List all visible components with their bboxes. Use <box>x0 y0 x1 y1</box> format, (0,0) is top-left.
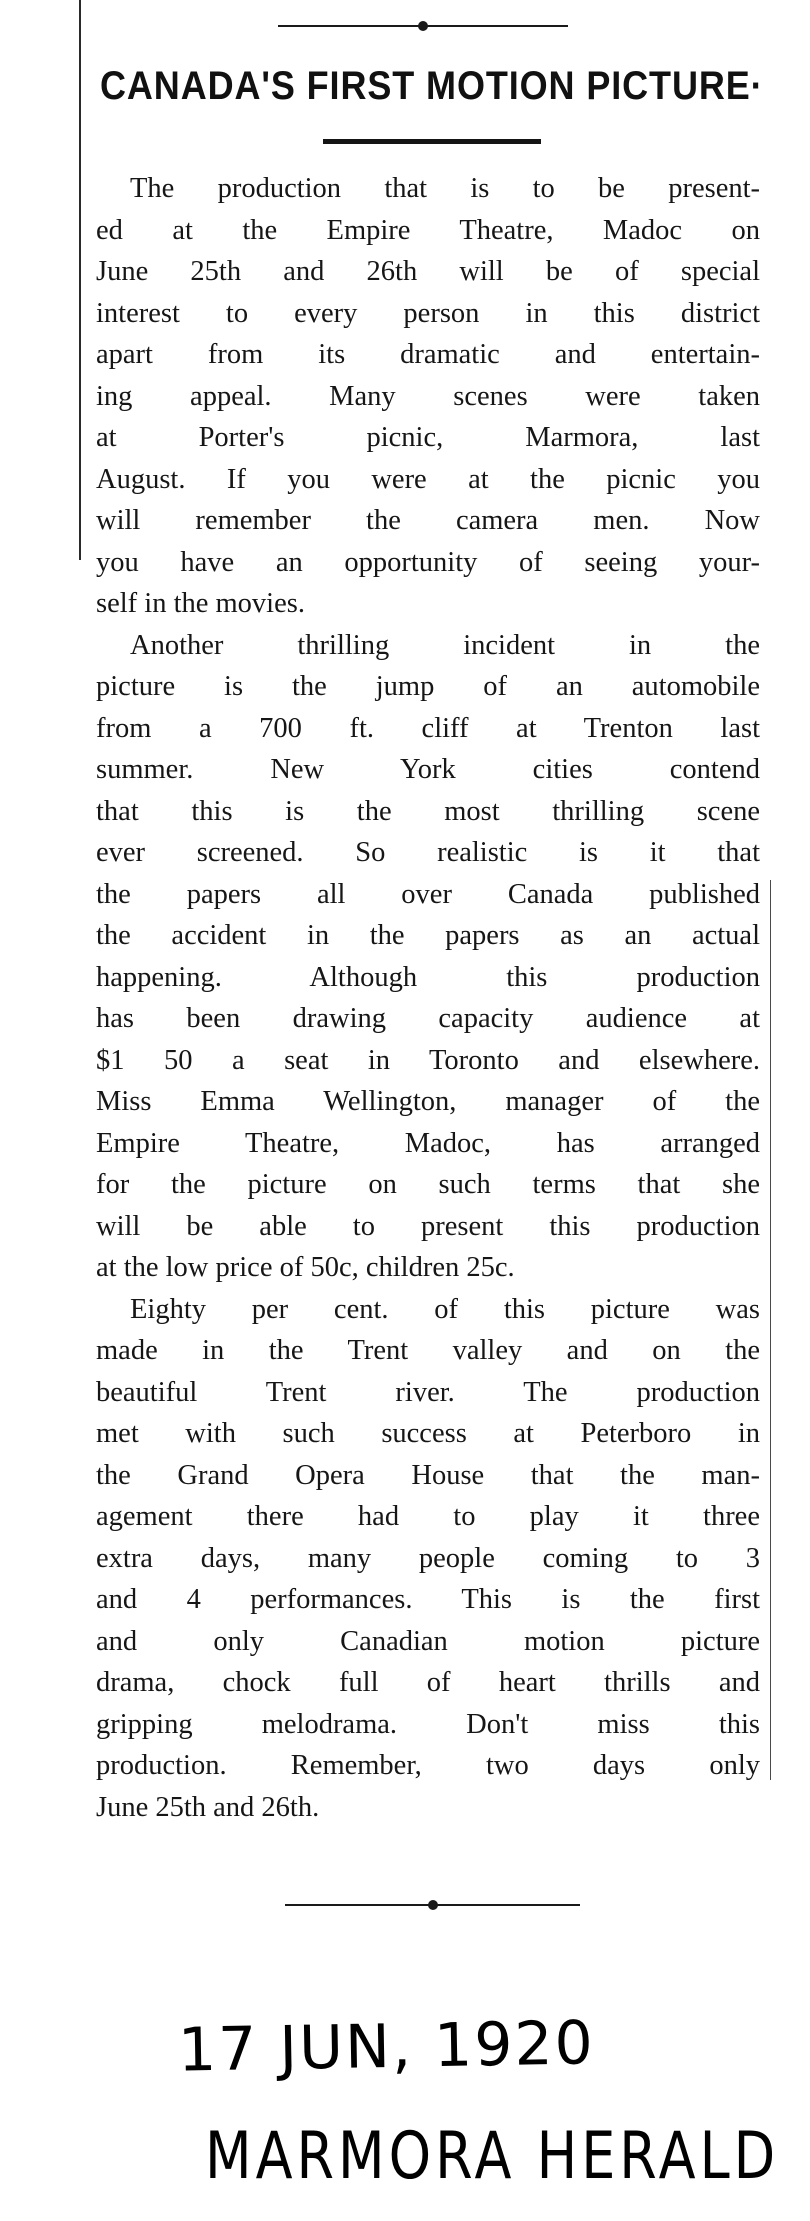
column-rule-left <box>79 0 81 560</box>
handwritten-date: 17 JUN, 1920 <box>177 2008 596 2086</box>
text-line: ed at the Empire Theatre, Madoc on <box>96 214 760 246</box>
text-line: the accident in the papers as an actual <box>96 920 760 951</box>
text-line: met with such success at Peterboro in <box>96 1418 760 1449</box>
text-line: interest to every person in this district <box>96 297 760 329</box>
headline-underline-rule <box>323 139 541 144</box>
text-line: summer. New York cities contend <box>96 754 760 785</box>
article-body <box>96 168 760 1828</box>
text-line: picture is the jump of an automobile <box>96 671 760 702</box>
bottom-ornament-rule <box>285 1904 580 1906</box>
text-line: made in the Trent valley and on the <box>96 1335 760 1366</box>
text-line: $1 50 a seat in Toronto and elsewhere. <box>96 1044 760 1076</box>
text-line: Eighty per cent. of this picture was <box>130 1293 760 1325</box>
article-paragraph <box>96 168 760 625</box>
text-line: ever screened. So realistic is it that <box>96 837 760 868</box>
text-line: from a 700 ft. cliff at Trenton last <box>96 712 760 744</box>
text-line: agement there had to play it three <box>96 1501 760 1532</box>
text-line: Another thrilling incident in the <box>130 629 760 661</box>
text-line: will remember the camera men. Now <box>96 505 760 536</box>
article-headline: CANADA'S FIRST MOTION PICTURE· <box>100 64 764 108</box>
text-line: ing appeal. Many scenes were taken <box>96 380 760 412</box>
text-line: Empire Theatre, Madoc, has arranged <box>96 1127 760 1159</box>
text-line: August. If you were at the picnic you <box>96 463 760 495</box>
text-line: production. Remember, two days only <box>96 1750 760 1781</box>
text-line: and only Canadian motion picture <box>96 1625 760 1657</box>
top-ornament-rule <box>278 25 568 27</box>
text-line: for the picture on such terms that she <box>96 1169 760 1200</box>
text-line: apart from its dramatic and entertain- <box>96 339 760 370</box>
text-line: at Porter's picnic, Marmora, last <box>96 422 760 453</box>
text-line: Miss Emma Wellington, manager of the <box>96 1086 760 1117</box>
text-line: will be able to present this production <box>96 1210 760 1242</box>
text-line: has been drawing capacity audience at <box>96 1003 760 1034</box>
text-line: the papers all over Canada published <box>96 878 760 910</box>
article-paragraph <box>96 625 760 1289</box>
text-line: you have an opportunity of seeing your- <box>96 546 760 578</box>
column-rule-right <box>770 880 771 1780</box>
text-line: that this is the most thrilling scene <box>96 795 760 827</box>
text-line: June 25th and 26th will be of special <box>96 256 760 287</box>
text-line: at the low price of 50c, children 25c. <box>96 1252 515 1283</box>
article-paragraph <box>96 1289 760 1829</box>
text-line: June 25th and 26th. <box>96 1791 320 1823</box>
text-line: The production that is to be present- <box>130 173 760 204</box>
text-line: happening. Although this production <box>96 961 760 993</box>
text-line: self in the movies. <box>96 588 305 619</box>
text-line: extra days, many people coming to 3 <box>96 1542 760 1574</box>
text-line: the Grand Opera House that the man- <box>96 1459 760 1491</box>
text-line: and 4 performances. This is the first <box>96 1584 760 1615</box>
handwritten-newspaper-name: MARMORA HERALD <box>205 2118 780 2194</box>
text-line: beautiful Trent river. The production <box>96 1376 760 1408</box>
text-line: drama, chock full of heart thrills and <box>96 1667 760 1698</box>
text-line: gripping melodrama. Don't miss this <box>96 1708 760 1740</box>
